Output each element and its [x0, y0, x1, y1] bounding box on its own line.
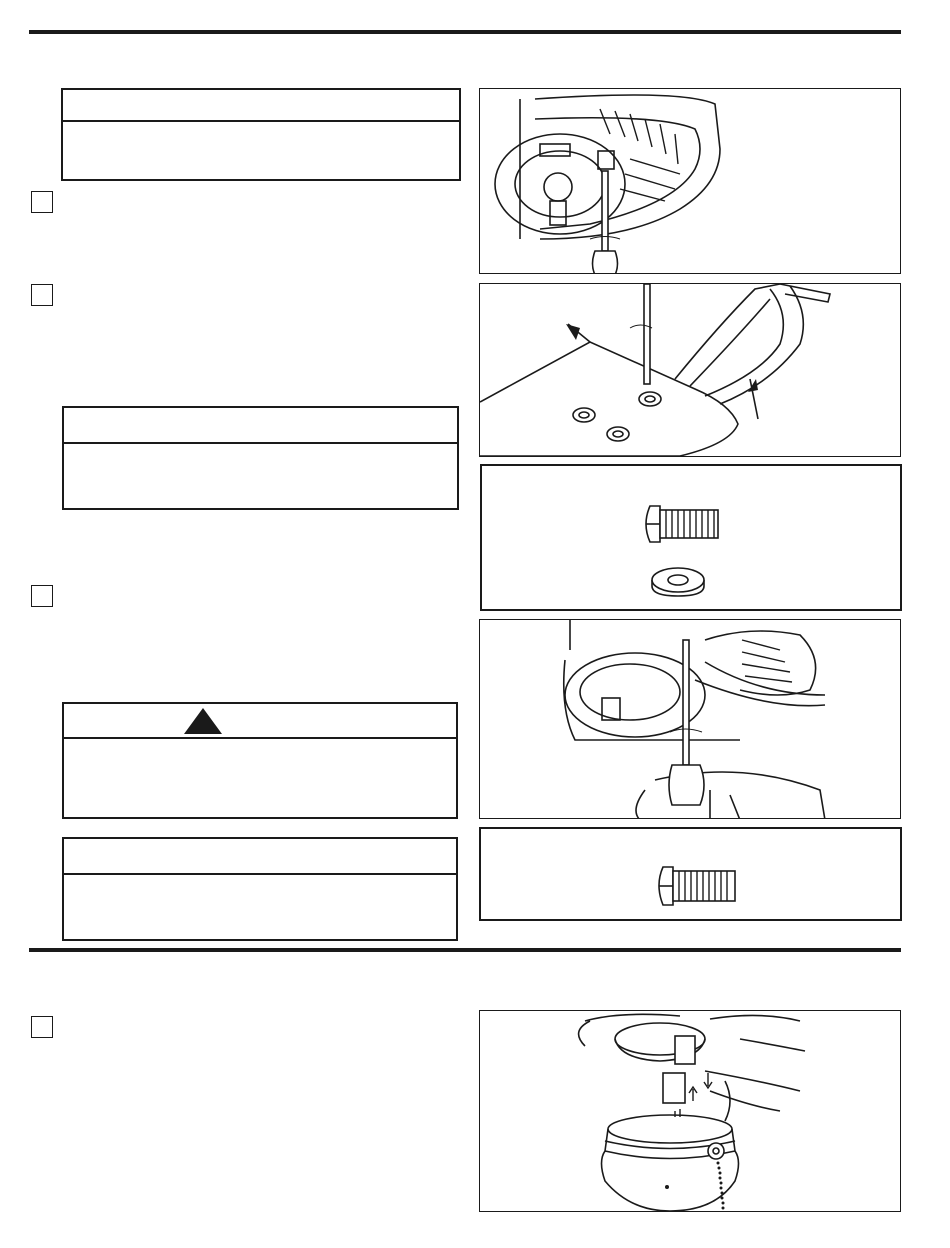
step-checkbox-2 — [31, 284, 53, 306]
figure-hardware-screw-drawing — [481, 829, 902, 921]
figure-light-kit-connect — [479, 1010, 901, 1212]
warning-box-header — [64, 704, 456, 739]
caution-box-4 — [62, 837, 458, 941]
warning-box — [62, 702, 458, 819]
caution-box-1-header — [63, 90, 459, 122]
figure-hardware-screw-washer — [480, 464, 902, 611]
figure-motor-screw-drawing — [480, 89, 901, 274]
step-checkbox-1 — [31, 191, 53, 213]
figure-blade-assembly-drawing — [480, 620, 901, 819]
step-checkbox-3 — [31, 585, 53, 607]
note-box-2 — [62, 406, 459, 510]
figure-hardware-screw-washer-drawing — [482, 466, 902, 611]
top-rule — [29, 30, 901, 34]
figure-blade-assembly — [479, 619, 901, 819]
note-box-2-header — [64, 408, 457, 444]
caution-box-4-header — [64, 839, 456, 875]
figure-blade-arm-drawing — [480, 284, 901, 457]
figure-hardware-screw — [479, 827, 902, 921]
figure-blade-arm — [479, 283, 901, 457]
step-checkbox-4 — [31, 1016, 53, 1038]
figure-light-kit-connect-drawing — [480, 1011, 901, 1212]
figure-motor-screw — [479, 88, 901, 274]
caution-box-1 — [61, 88, 461, 181]
section-rule — [29, 948, 901, 952]
warning-triangle-icon — [184, 708, 222, 734]
